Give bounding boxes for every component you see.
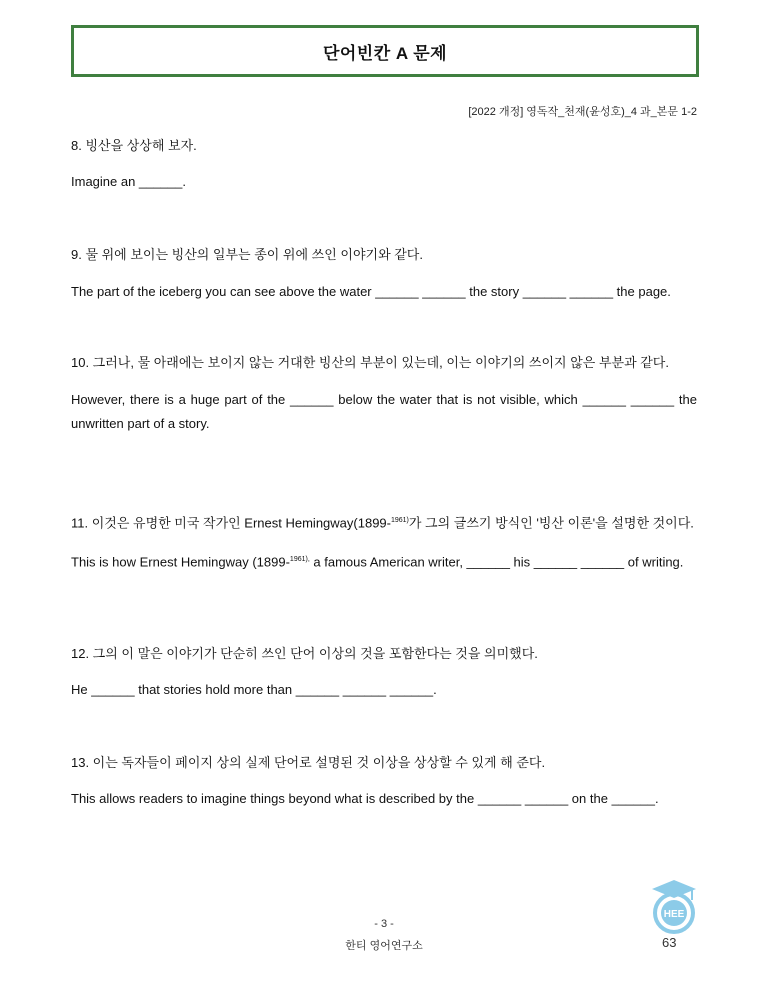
organization-name: 한티 영어연구소: [345, 940, 423, 952]
question-english-part: a famous American writer, ______ his ______ ______ of writing.: [309, 554, 684, 570]
question-english: Imagine an ______.: [71, 174, 186, 189]
superscript: 1961): [390, 517, 409, 524]
question-korean: 12. 그의 이 말은 이야기가 단순히 쓰인 단어 이상의 것을 포함한다는 것을 의미했다.: [71, 646, 538, 661]
question-korean-part: 11. 이것은 유명한 미국 작가인 Ernest Hemingway(1899-: [71, 515, 391, 531]
logo-text: HEE: [663, 909, 685, 920]
title-box: [71, 25, 699, 77]
question-8: [71, 134, 697, 194]
question-12: [71, 642, 697, 702]
page-number: 63: [662, 935, 677, 950]
page-marker: - 3 -: [374, 918, 394, 930]
question-english: [71, 548, 697, 574]
question-english: He ______ that stories hold more than ______ ______ ______.: [71, 682, 437, 697]
source-label: [2022 개정] 영독작_천재(윤성호)_4 과_본문 1-2: [468, 106, 697, 118]
superscript: 1961),: [289, 556, 310, 564]
question-english: This allows readers to imagine things beyond what is described by the ______ ______ on the ______.: [71, 791, 659, 806]
question-english: The part of the iceberg you can see above the water ______ ______ the story ______ ______ the page.: [71, 284, 671, 299]
question-9: [71, 243, 697, 304]
question-korean-part: 가 그의 글쓰기 방식인 '빙산 이론'을 설명한 것이다.: [408, 515, 694, 531]
question-english-part: This is how Ernest Hemingway (1899-: [71, 554, 290, 570]
question-11: [71, 509, 697, 575]
question-korean: 13. 이는 독자들이 페이지 상의 실제 단어로 설명된 것 이상을 상상할 수 있게 해 준다.: [71, 755, 546, 770]
question-10: [71, 351, 697, 436]
question-korean: 8. 빙산을 상상해 보자.: [71, 138, 197, 153]
question-korean: [71, 509, 697, 535]
question-english: However, there is a huge part of the ______ below the water that is not visible, which ______ ______ the unwritten part of a story.: [71, 392, 697, 431]
question-13: [71, 751, 697, 811]
page-title: 단어빈칸 A 문제: [322, 43, 448, 63]
question-korean: 10. 그러나, 물 아래에는 보이지 않는 거대한 빙산의 부분이 있는데, 이는 이야기의 쓰이지 않은 부분과 같다.: [71, 355, 669, 370]
question-korean: 9. 물 위에 보이는 빙산의 일부는 종이 위에 쓰인 이야기와 같다.: [71, 247, 423, 262]
